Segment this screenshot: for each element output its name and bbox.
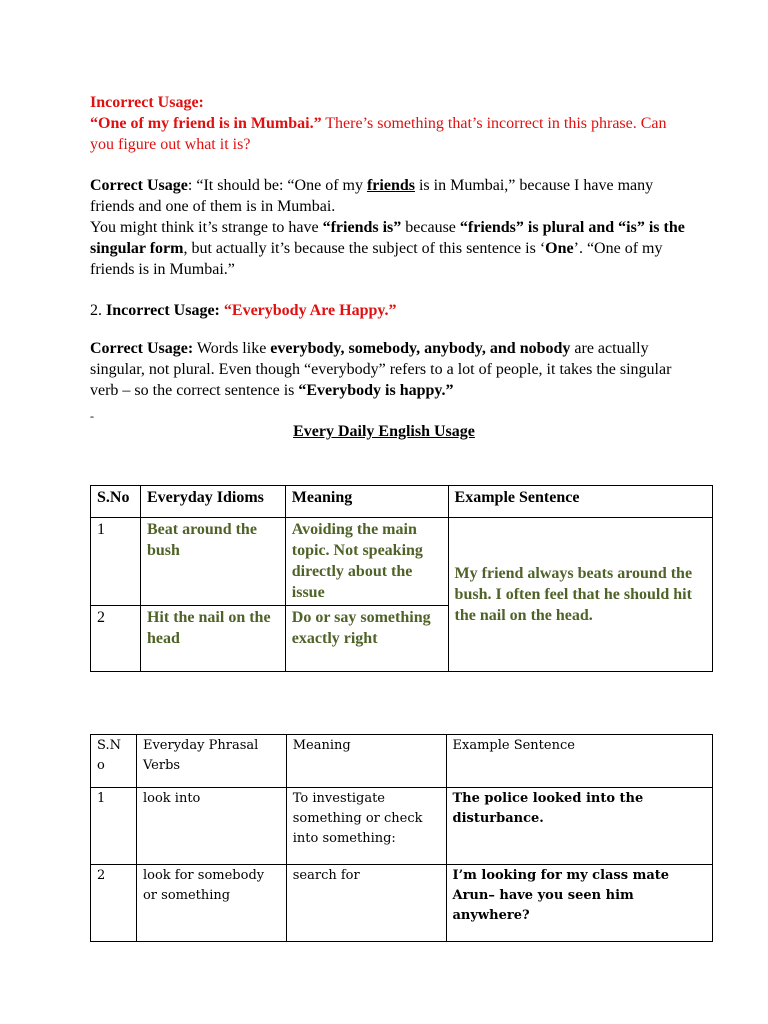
table-row xyxy=(91,518,713,606)
header-sno: S.No xyxy=(91,486,141,518)
row-meaning: Avoiding the main topic. Not speaking directly about the issue xyxy=(285,518,448,606)
section2-heading: 2. Incorrect Usage: “Everybody Are Happy.” xyxy=(90,302,397,319)
header-phrasal-verbs: Everyday Phrasal Verbs xyxy=(136,735,286,788)
row-meaning: search for xyxy=(286,865,446,942)
header-sno: S.N o xyxy=(91,735,137,788)
section2-quote: “Everybody Are Happy.” xyxy=(223,302,397,319)
table-header-row xyxy=(91,486,713,518)
table-row xyxy=(91,865,713,942)
row-sno: 2 xyxy=(91,606,141,672)
header-meaning: Meaning xyxy=(286,735,446,788)
section1-correct-usage: Correct Usage: “It should be: “One of my friends is in Mumbai,” because I have many friends and one of them is in Mumbai. You might think it’s strange to have “friends is” because “friends” is plural and “is” is the singular form, but actually it’s because the subject of this sentence is ‘One’. “One of my friends is in Mumbai.” xyxy=(90,177,685,278)
row-idiom: Beat around the bush xyxy=(140,518,285,606)
table-row xyxy=(91,788,713,865)
dash-mark: - xyxy=(90,409,94,423)
table-title: Every Daily English Usage xyxy=(293,423,475,440)
row-meaning: Do or say something exactly right xyxy=(285,606,448,672)
row-sno: 1 xyxy=(91,518,141,606)
row-idiom: Hit the nail on the head xyxy=(140,606,285,672)
phrasal-verbs-table xyxy=(90,734,713,942)
row-phrasal-verb: look into xyxy=(136,788,286,865)
row-example: My friend always beats around the bush. I often feel that he should hit the nail on the head. xyxy=(448,518,712,672)
row-example: I’m looking for my class mate Arun– have you seen him anywhere? xyxy=(446,865,713,942)
section1-heading: Incorrect Usage: xyxy=(90,94,204,111)
table-header-row xyxy=(91,735,713,788)
row-sno: 2 xyxy=(91,865,137,942)
header-example: Example Sentence xyxy=(448,486,712,518)
header-meaning: Meaning xyxy=(285,486,448,518)
row-sno: 1 xyxy=(91,788,137,865)
section2-correct-usage: Correct Usage: Words like everybody, somebody, anybody, and nobody are actually singular, not plural. Even though “everybody” refers to a lot of people, it takes the singular verb – so the correct sentence is “Everybody is happy.” xyxy=(90,340,672,399)
idioms-table xyxy=(90,485,713,672)
row-meaning: To investigate something or check into something: xyxy=(286,788,446,865)
section1-quote: “One of my friend is in Mumbai.” xyxy=(90,115,322,132)
section1-question: “One of my friend is in Mumbai.” There’s something that’s incorrect in this phrase. Can you figure out what it is? xyxy=(90,115,667,153)
friends-emphasis: friends xyxy=(366,177,415,194)
row-phrasal-verb: look for somebody or something xyxy=(136,865,286,942)
header-example: Example Sentence xyxy=(446,735,713,788)
row-example: The police looked into the disturbance. xyxy=(446,788,713,865)
header-idioms: Everyday Idioms xyxy=(140,486,285,518)
